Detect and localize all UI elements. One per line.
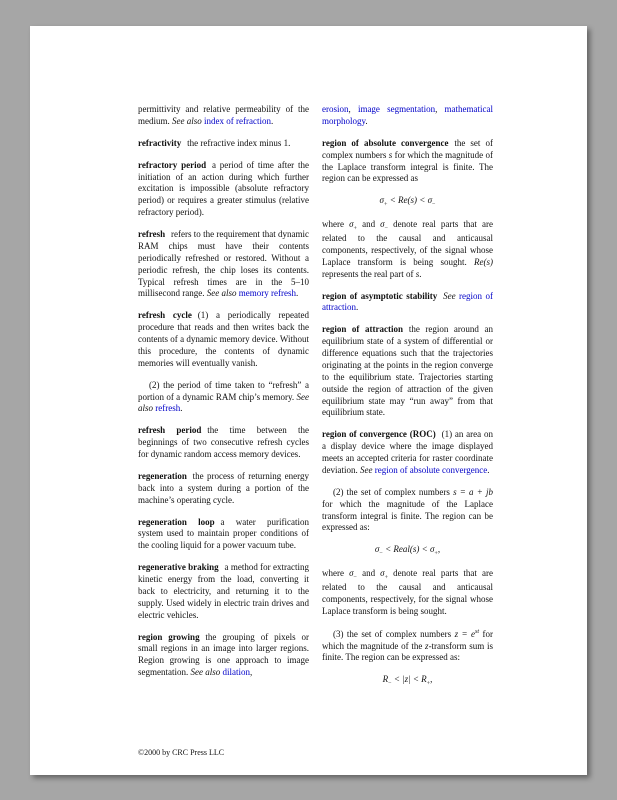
text-run: , [435,104,445,114]
dictionary-entry [138,160,309,219]
entry-term: region of convergence (ROC) [322,429,436,440]
subscript: − [388,681,392,688]
entry-term: refresh period [138,425,202,436]
math-text-run: z [425,640,429,651]
text-run: a period of time after the initiation of an action during which further excitation is impossible (absolute refractory period) or requires a greater stimulus (relative refractory period). [138,159,309,218]
dictionary-entry [322,138,493,186]
paragraph [322,628,493,665]
entry-term: region of asymptotic stability [322,290,438,301]
text-run: the process of returning energy back into a system during a portion of the machine’s operating cycle. [138,470,309,505]
italic-text-run: See also [206,288,239,299]
paragraph [138,104,309,128]
dictionary-entry [322,291,493,315]
entry-term: refresh cycle [138,310,192,321]
math-text-run: σ [374,544,380,555]
text-run: the region around an equilibrium state of a system of differential or difference equations such that the trajectories originating at the points in the region converge to the equilibrium state. Trajectories starting outside the region of attraction of the given equilibrium state may “run away” from that equilibrium state. [322,324,493,418]
entry-term: region growing [138,631,200,642]
math-text-run: σ [380,219,385,230]
text-run: for which the magnitude of the [322,628,494,651]
text-run: for which the magnitude of the Laplace transform integral is finite. The region can be expressed as: [322,498,493,533]
text-run: . [487,464,490,475]
page-content [138,104,494,698]
paragraph [322,104,493,128]
math-text-run: < |z| < R [391,674,427,685]
dictionary-entry [138,632,309,680]
math-text-run: Re(s) [474,256,493,267]
dictionary-entry [138,310,309,369]
text-run: the time between the beginnings of two consecutive refresh cycles for dynamic random access memory devices. [138,425,309,459]
text-run: , [250,667,253,678]
paragraph [322,219,493,280]
text-run: (2) the period of time taken to “refresh” a portion of a dynamic RAM chip’s memory. [138,379,309,402]
formula [322,195,493,209]
cross-reference-link[interactable]: region of absolute convergence [374,464,488,475]
entry-term: region of attraction [322,324,403,335]
text-run: (1) an area on a display device where the image displayed meets an accepted criteria for raster coordinate deviation. [322,429,493,475]
copyright-notice: ©2000 by CRC Press LLC [138,748,225,757]
superscript: st [475,628,480,635]
math-text-run: s [388,149,393,160]
text-run: , [430,674,433,685]
subscript: + [384,574,389,581]
dictionary-entry [138,229,309,300]
dictionary-entry [322,324,493,419]
entry-term: regenerative braking [138,562,219,573]
entry-term: refractivity [138,137,182,148]
text-run: represents the real part of [322,268,416,279]
dictionary-entry [322,429,493,477]
text-run: . [365,115,368,126]
text-run: a method for extracting kinetic energy from the load, converting it back to electricity, and returning it to the supply. Used widely in electric train drives and electric vehicles. [138,562,310,620]
text-run: (3) the set of complex numbers [333,628,455,639]
subscript: + [426,681,431,688]
subscript: − [432,202,436,209]
formula [322,674,493,688]
paragraph [138,380,309,416]
text-run: . [295,288,299,299]
subscript: + [353,225,357,232]
paragraph [322,487,493,535]
text-run: the refractive index minus 1. [187,137,291,148]
math-text-run: σ [379,195,384,206]
text-run: -transform sum is finite. The region can be expressed as: [322,640,493,663]
subscript: − [384,225,389,232]
math-text-run: < Re(s) < σ [387,195,433,206]
text-run: . [355,302,359,313]
text-run: , [437,544,441,555]
text-run: denote real parts that are related to the causal and anticausal components, respectively, for the signal whose Laplace transform is being sought. [322,568,493,616]
italic-text-run: See [443,290,460,301]
text-run: , [348,104,358,114]
subscript: − [353,574,357,581]
italic-text-run: See also [190,667,223,678]
right-column [322,104,493,698]
text-run: (1) a periodically repeated procedure that reads and then writes back the contents of a dynamic memory device. Without this procedure, the contents of dynamic memories will eventually vanish. [138,310,309,368]
cross-reference-link[interactable]: index of refraction [204,115,271,126]
text-run: where [322,219,350,230]
math-text-run: σ [349,219,354,230]
text-run: (2) the set of complex numbers [333,486,454,497]
cross-reference-link[interactable]: refresh [155,403,181,414]
text-run: the set of complex numbers [322,137,493,160]
math-text-run: σ [380,568,385,579]
subscript: + [434,551,438,558]
text-run: a water purification system used to maintain proper conditions of the cooling liquid for a power vacuum tube. [138,516,310,551]
text-run: . [180,403,183,414]
text-run: permittivity and relative permeability of the medium. [138,104,309,126]
math-text-run: R [382,674,389,685]
cross-reference-link[interactable]: image segmentation [357,104,436,114]
entry-term: regeneration loop [138,516,215,527]
entry-term: region of absolute convergence [322,137,449,148]
cross-reference-link[interactable]: mathematical morphology [322,104,494,126]
italic-text-run: See also [138,391,309,414]
subscript: + [383,202,388,209]
cross-reference-link[interactable]: region of attraction [322,290,494,313]
dictionary-entry [138,471,309,507]
text-run: and [356,568,381,579]
cross-reference-link[interactable]: erosion [322,104,349,114]
dictionary-entry [138,138,309,150]
italic-text-run: See also [172,115,204,126]
entry-term: refractory period [138,159,207,170]
dictionary-entry [138,517,309,553]
document-page [30,26,587,775]
left-column [138,104,309,698]
entry-term: regeneration [138,470,187,481]
text-run: where [322,568,350,579]
cross-reference-link[interactable]: dilation [222,667,250,678]
math-text-run: < Real(s) < σ [382,544,435,555]
text-run: the grouping of pixels or small regions in an image into larger regions. Region growing is one approach to image segmentation. [138,631,309,678]
cross-reference-link[interactable]: memory refresh [238,288,296,299]
paragraph [322,568,493,618]
dictionary-entry [138,425,309,461]
text-run: for which the magnitude of the Laplace transform integral is finite. The region can be expressed as [322,149,493,184]
text-run: and [356,219,381,230]
formula [322,544,493,558]
math-text-run: s [415,268,420,279]
math-text-run: s = a + jb [453,486,493,497]
entry-term: refresh [138,229,166,239]
text-run: . [270,115,274,126]
subscript: − [379,551,383,558]
dictionary-entry [138,562,309,621]
italic-text-run: See [360,464,375,475]
text-run: . [419,268,422,279]
text-run: denote real parts that are related to the causal and anticausal components, respectively, of the signal whose Laplace transform is being sought. [322,219,493,267]
math-text-run: z = e [454,628,475,639]
text-run: refers to the requirement that dynamic RAM chips must have their contents periodically refreshed or restored. Without a periodic refresh, the chip loses its contents. Typical refresh times are in the 5–10 millisecond range. [138,229,309,299]
math-text-run: σ [349,568,354,579]
